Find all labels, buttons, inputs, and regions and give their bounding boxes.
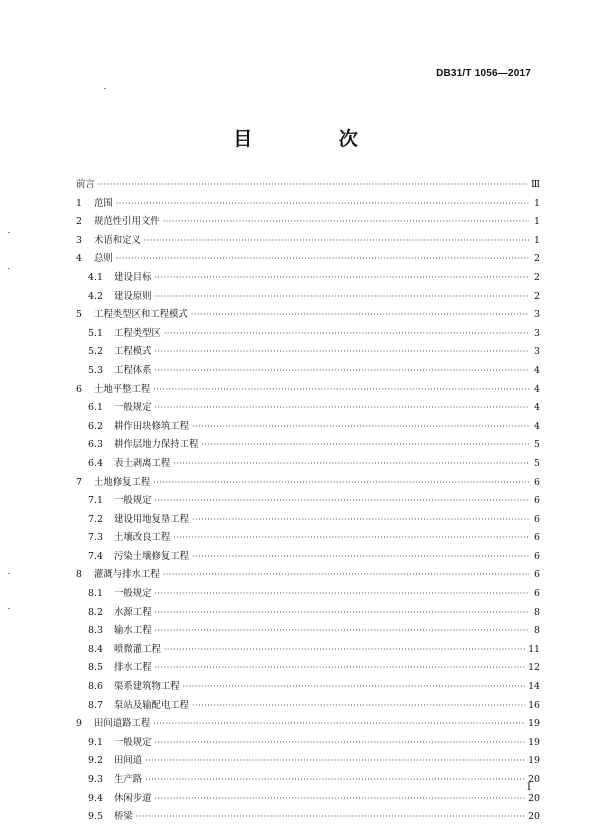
toc-entry[interactable] xyxy=(76,176,540,195)
dot-leader xyxy=(153,474,529,493)
dot-leader xyxy=(155,343,529,362)
toc-entry-title: 规范性引用文件 xyxy=(94,216,160,228)
toc-entry-page: 8 xyxy=(534,606,540,618)
toc-entry-number: 9.1 xyxy=(88,736,103,748)
toc-entry[interactable] xyxy=(76,697,540,716)
toc-entry-page: 3 xyxy=(534,309,540,321)
toc-entry[interactable] xyxy=(76,808,540,827)
toc-entry-title: 工程模式 xyxy=(114,346,152,358)
toc-entry-title: 耕作田块修筑工程 xyxy=(114,420,190,432)
dot-leader xyxy=(116,195,529,214)
toc-entry-page: 2 xyxy=(534,290,540,302)
toc-entry-page: 19 xyxy=(528,736,540,748)
dot-leader xyxy=(155,734,526,753)
toc-entry-title: 建设原则 xyxy=(114,290,152,302)
toc-entry-page: 2 xyxy=(534,253,540,265)
toc-entry-number: 4 xyxy=(76,253,82,265)
dot-leader xyxy=(164,325,529,344)
toc-entry[interactable] xyxy=(76,771,540,790)
toc-entry-title: 田间道路工程 xyxy=(94,718,151,730)
toc-entry-number: 7.1 xyxy=(88,495,103,507)
page-title: 目 次 xyxy=(233,128,398,150)
toc-entry[interactable] xyxy=(76,288,540,307)
toc-entry[interactable] xyxy=(76,474,540,493)
toc-entry[interactable] xyxy=(76,659,540,678)
toc-entry-number: 8.1 xyxy=(88,588,103,600)
toc-entry[interactable] xyxy=(76,269,540,288)
toc-entry[interactable] xyxy=(76,585,540,604)
toc-entry-title: 灌溉与排水工程 xyxy=(94,569,160,581)
toc-entry-number: 8.4 xyxy=(88,643,103,655)
toc-entry-page: 4 xyxy=(534,383,540,395)
toc-entry-title: 耕作层地力保持工程 xyxy=(114,439,199,451)
toc-entry-title: 污染土壤修复工程 xyxy=(114,550,190,562)
toc-entry-number: 4.1 xyxy=(88,271,103,283)
toc-entry-page: 19 xyxy=(528,718,540,730)
toc-entry-page: 20 xyxy=(528,811,540,823)
toc-entry[interactable] xyxy=(76,734,540,753)
document-id: DB31/T 1056—2017 xyxy=(436,68,531,79)
toc-entry[interactable] xyxy=(76,511,540,530)
toc-entry[interactable] xyxy=(76,622,540,641)
dot-leader xyxy=(183,678,525,697)
toc-entry[interactable] xyxy=(76,213,540,232)
toc-entry-title: 一般规定 xyxy=(114,736,152,748)
toc-entry-page: 19 xyxy=(528,755,540,767)
dot-leader xyxy=(155,659,526,678)
toc-entry-title: 桥梁 xyxy=(114,811,133,823)
toc-entry-page: 4 xyxy=(534,364,540,376)
dot-leader xyxy=(153,381,529,400)
toc-entry-number: 6.2 xyxy=(88,420,103,432)
toc-entry-number: 5.2 xyxy=(88,346,103,358)
toc-entry[interactable] xyxy=(76,641,540,660)
toc-entry-number: 7.3 xyxy=(88,532,103,544)
toc-entry[interactable] xyxy=(76,343,540,362)
dot-leader xyxy=(201,436,529,455)
scan-speck xyxy=(8,232,10,233)
toc-entry-title: 范围 xyxy=(94,197,113,209)
toc-entry-title: 土地修复工程 xyxy=(94,476,151,488)
toc-entry-number: 9.2 xyxy=(88,755,103,767)
toc-entry-page: 20 xyxy=(528,792,540,804)
toc-entry[interactable] xyxy=(76,250,540,269)
toc-entry[interactable] xyxy=(76,399,540,418)
toc-entry-title: 工程类型区和工程模式 xyxy=(94,309,188,321)
toc-entry-number: 8.6 xyxy=(88,681,103,693)
dot-leader xyxy=(192,511,529,530)
toc-entry-number: 9.5 xyxy=(88,811,103,823)
dot-leader xyxy=(155,399,529,418)
toc-entry-number: 4.2 xyxy=(88,290,103,302)
toc-entry-page: 1 xyxy=(534,197,540,209)
scan-speck xyxy=(8,573,10,574)
toc-entry-page: 6 xyxy=(534,588,540,600)
toc-entry-number: 6.1 xyxy=(88,402,103,414)
toc-entry-page: 6 xyxy=(534,513,540,525)
dot-leader xyxy=(155,604,529,623)
dot-leader xyxy=(155,269,529,288)
toc-entry-title: 一般规定 xyxy=(114,495,152,507)
toc-entry-page: 16 xyxy=(528,699,540,711)
toc-entry[interactable] xyxy=(76,548,540,567)
toc-entry-number: 9 xyxy=(76,718,82,730)
toc-entry-title: 水源工程 xyxy=(114,606,152,618)
toc-entry-number: 6.4 xyxy=(88,457,103,469)
dot-leader xyxy=(173,455,529,474)
toc-entry-title: 总则 xyxy=(94,253,113,265)
toc-entry-title: 土壤改良工程 xyxy=(114,532,171,544)
toc-entry-page: 12 xyxy=(528,662,540,674)
dot-leader xyxy=(192,697,525,716)
toc-entry-page: 4 xyxy=(534,402,540,414)
toc-entry-number: 5 xyxy=(76,309,82,321)
dot-leader xyxy=(155,622,529,641)
toc-entry-page: 6 xyxy=(534,550,540,562)
dot-leader xyxy=(98,176,528,195)
toc-entry-page: 2 xyxy=(534,271,540,283)
toc-entry-page: 1 xyxy=(534,216,540,228)
dot-leader xyxy=(155,790,526,809)
toc-entry[interactable] xyxy=(76,678,540,697)
toc-entry[interactable] xyxy=(76,306,540,325)
toc-entry[interactable] xyxy=(76,232,540,251)
dot-leader xyxy=(163,566,529,585)
toc-entry-page: 14 xyxy=(528,681,540,693)
toc-entry-page: 5 xyxy=(534,439,540,451)
toc-entry-title: 工程类型区 xyxy=(114,327,161,339)
toc-entry-page: 3 xyxy=(534,346,540,358)
toc-entry[interactable] xyxy=(76,455,540,474)
toc-entry-number: 6.3 xyxy=(88,439,103,451)
scan-speck xyxy=(8,268,10,269)
dot-leader xyxy=(155,492,529,511)
toc-entry-number: 8.2 xyxy=(88,606,103,618)
toc-entry-title: 前言 xyxy=(76,179,95,190)
toc-entry-number: 8.5 xyxy=(88,662,103,674)
toc-entry-page: 20 xyxy=(528,774,540,785)
dot-leader xyxy=(192,418,529,437)
toc-entry[interactable] xyxy=(76,418,540,437)
dot-leader xyxy=(173,529,529,548)
toc-entry-title: 工程体系 xyxy=(114,364,152,376)
dot-leader xyxy=(145,752,525,771)
toc-entry[interactable] xyxy=(76,790,540,809)
toc-entry-page: Ⅲ xyxy=(530,179,540,190)
toc-entry-title: 建设用地复垦工程 xyxy=(114,513,190,525)
toc-entry-title: 土地平整工程 xyxy=(94,383,151,395)
toc-entry-number: 8.7 xyxy=(88,699,103,711)
toc-entry[interactable] xyxy=(76,325,540,344)
toc-entry-title: 一般规定 xyxy=(114,588,152,600)
dot-leader xyxy=(164,641,525,660)
dot-leader xyxy=(191,306,529,325)
toc-entry-page: 6 xyxy=(534,476,540,488)
table-of-contents xyxy=(76,176,540,827)
toc-entry-title: 喷微灌工程 xyxy=(114,643,161,655)
toc-entry-number: 5.1 xyxy=(88,327,103,339)
toc-entry[interactable] xyxy=(76,436,540,455)
toc-entry-title: 泵站及输配电工程 xyxy=(114,699,190,711)
toc-entry-number: 7.2 xyxy=(88,513,103,525)
toc-entry-number: 3 xyxy=(76,234,82,246)
toc-entry[interactable] xyxy=(76,492,540,511)
toc-entry-title: 表土剥离工程 xyxy=(114,457,171,469)
toc-entry-page: 3 xyxy=(534,327,540,339)
dot-leader xyxy=(155,585,529,604)
toc-entry-number: 5.3 xyxy=(88,364,103,376)
scan-speck xyxy=(104,88,106,89)
page-number: I xyxy=(527,782,531,793)
toc-entry-number: 1 xyxy=(76,197,82,209)
toc-entry-title: 田间道 xyxy=(114,755,143,767)
toc-entry-page: 6 xyxy=(534,569,540,581)
toc-entry-page: 4 xyxy=(534,420,540,432)
dot-leader xyxy=(163,213,529,232)
dot-leader xyxy=(155,288,529,307)
toc-entry-number: 2 xyxy=(76,216,82,228)
toc-entry-title: 渠系建筑物工程 xyxy=(114,681,180,693)
dot-leader xyxy=(136,808,525,827)
toc-entry-number: 8.3 xyxy=(88,625,103,637)
scan-speck xyxy=(8,608,10,609)
toc-entry-title: 排水工程 xyxy=(114,662,152,674)
toc-entry-page: 1 xyxy=(534,234,540,246)
toc-entry-title: 一般规定 xyxy=(114,402,152,414)
toc-entry[interactable] xyxy=(76,604,540,623)
dot-leader xyxy=(116,250,529,269)
toc-entry-page: 6 xyxy=(534,495,540,507)
dot-leader xyxy=(155,362,529,381)
toc-entry-title: 生产路 xyxy=(114,774,143,785)
toc-entry[interactable] xyxy=(76,381,540,400)
toc-entry-page: 5 xyxy=(534,457,540,469)
toc-entry[interactable] xyxy=(76,715,540,734)
toc-entry-title: 术语和定义 xyxy=(94,234,141,246)
toc-entry[interactable] xyxy=(76,529,540,548)
toc-entry[interactable] xyxy=(76,752,540,771)
toc-entry-number: 6 xyxy=(76,383,82,395)
toc-entry-number: 9.3 xyxy=(88,774,103,785)
toc-entry[interactable] xyxy=(76,566,540,585)
toc-entry-title: 休闲步道 xyxy=(114,792,152,804)
toc-entry-page: 11 xyxy=(528,643,540,655)
dot-leader xyxy=(144,232,529,251)
toc-entry-number: 9.4 xyxy=(88,792,103,804)
toc-entry-title: 输水工程 xyxy=(114,625,152,637)
dot-leader xyxy=(153,715,525,734)
toc-entry-title: 建设目标 xyxy=(114,271,152,283)
toc-entry-number: 7 xyxy=(76,476,82,488)
toc-entry[interactable] xyxy=(76,195,540,214)
dot-leader xyxy=(192,548,529,567)
toc-entry[interactable] xyxy=(76,362,540,381)
dot-leader xyxy=(145,771,525,790)
toc-entry-page: 6 xyxy=(534,532,540,544)
toc-entry-number: 7.4 xyxy=(88,550,103,562)
toc-entry-number: 8 xyxy=(76,569,82,581)
toc-entry-page: 8 xyxy=(534,625,540,637)
